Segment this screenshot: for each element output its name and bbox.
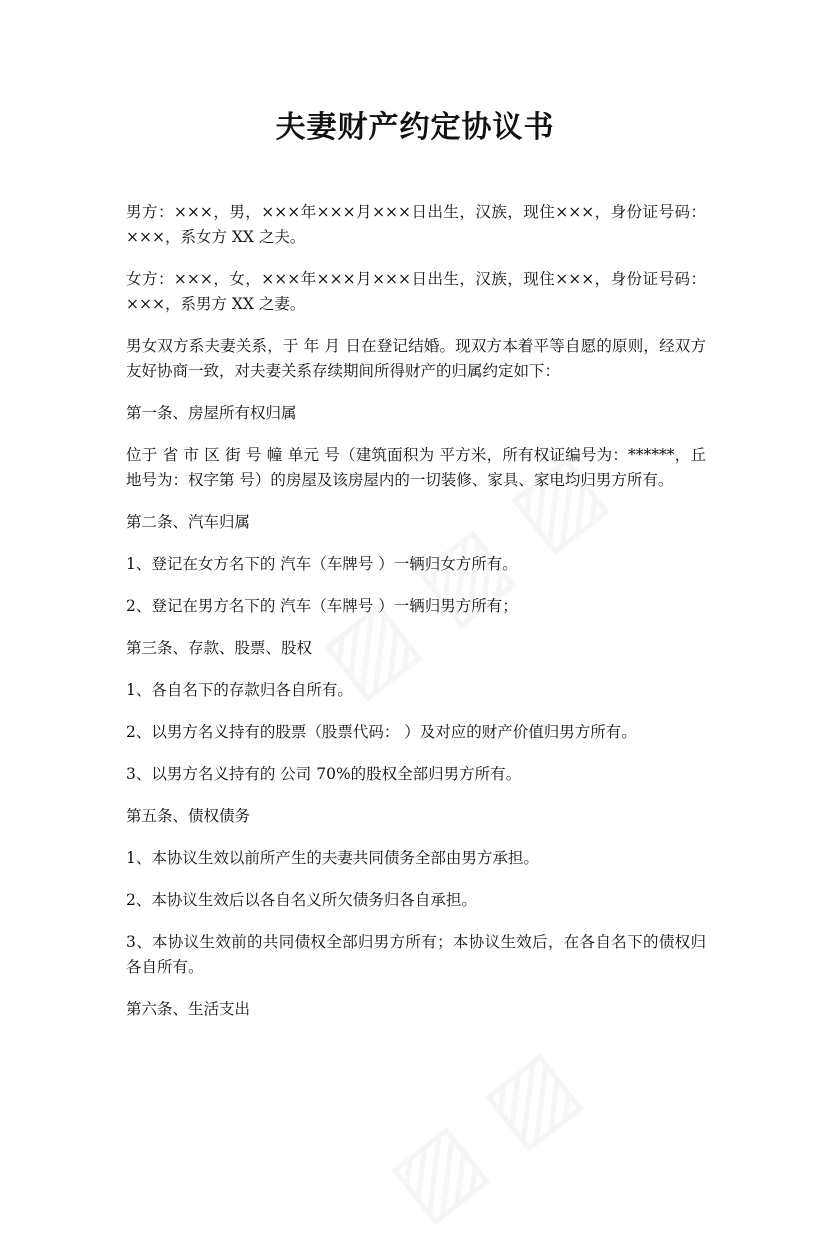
party-male-paragraph: 男方：×××，男，×××年×××月×××日出生，汉族，现住×××，身份证号码：×××，系女方 XX 之夫。 (126, 203, 706, 246)
article-heading: 第五条、债权债务 (126, 807, 251, 825)
clause-paragraph: 2、本协议生效后以各自名义所欠债务归各自承担。 (126, 891, 477, 909)
article-heading: 第三条、存款、股票、股权 (126, 639, 313, 657)
clause-paragraph: 2、以男方名义持有的股票（股票代码： ）及对应的财产价值归男方所有。 (126, 723, 637, 741)
watermark-decoration (369, 1028, 597, 1239)
clause-paragraph: 3、以男方名义持有的 公司 70%的股权全部归男方所有。 (126, 765, 522, 783)
clause-paragraph: 3、本协议生效前的共同债权全部归男方所有；本协议生效后，在各自名下的债权归各自所有。 (126, 933, 706, 976)
preamble-paragraph: 男女双方系夫妻关系，于 年 月 日在登记结婚。现双方本着平等自愿的原则，经双方友好协商一致，对夫妻关系存续期间所得财产的归属约定如下： (126, 337, 706, 380)
article-heading: 第六条、生活支出 (126, 1000, 251, 1018)
article-heading: 第二条、汽车归属 (126, 513, 251, 531)
clause-paragraph: 2、登记在男方名下的 汽车（车牌号 ）一辆归男方所有； (126, 597, 518, 615)
clause-paragraph: 1、各自名下的存款归各自所有。 (126, 681, 353, 699)
page-title: 夫妻财产约定协议书 (275, 110, 555, 145)
article-paragraph: 位于 省 市 区 街 号 幢 单元 号（建筑面积为 平方米，所有权证编号为：******，丘地号为：权字第 号）的房屋及该房屋内的一切装修、家具、家电均归男方所有。 (126, 446, 706, 489)
clause-paragraph: 1、本协议生效以前所产生的夫妻共同债务全部由男方承担。 (126, 849, 539, 867)
clause-paragraph: 1、登记在女方名下的 汽车（车牌号 ）一辆归女方所有。 (126, 555, 518, 573)
document-body (126, 200, 706, 1039)
party-female-paragraph: 女方：×××，女，×××年×××月×××日出生，汉族，现住×××，身份证号码：×××，系男方 XX 之妻。 (126, 270, 706, 313)
article-heading: 第一条、房屋所有权归属 (126, 404, 297, 422)
